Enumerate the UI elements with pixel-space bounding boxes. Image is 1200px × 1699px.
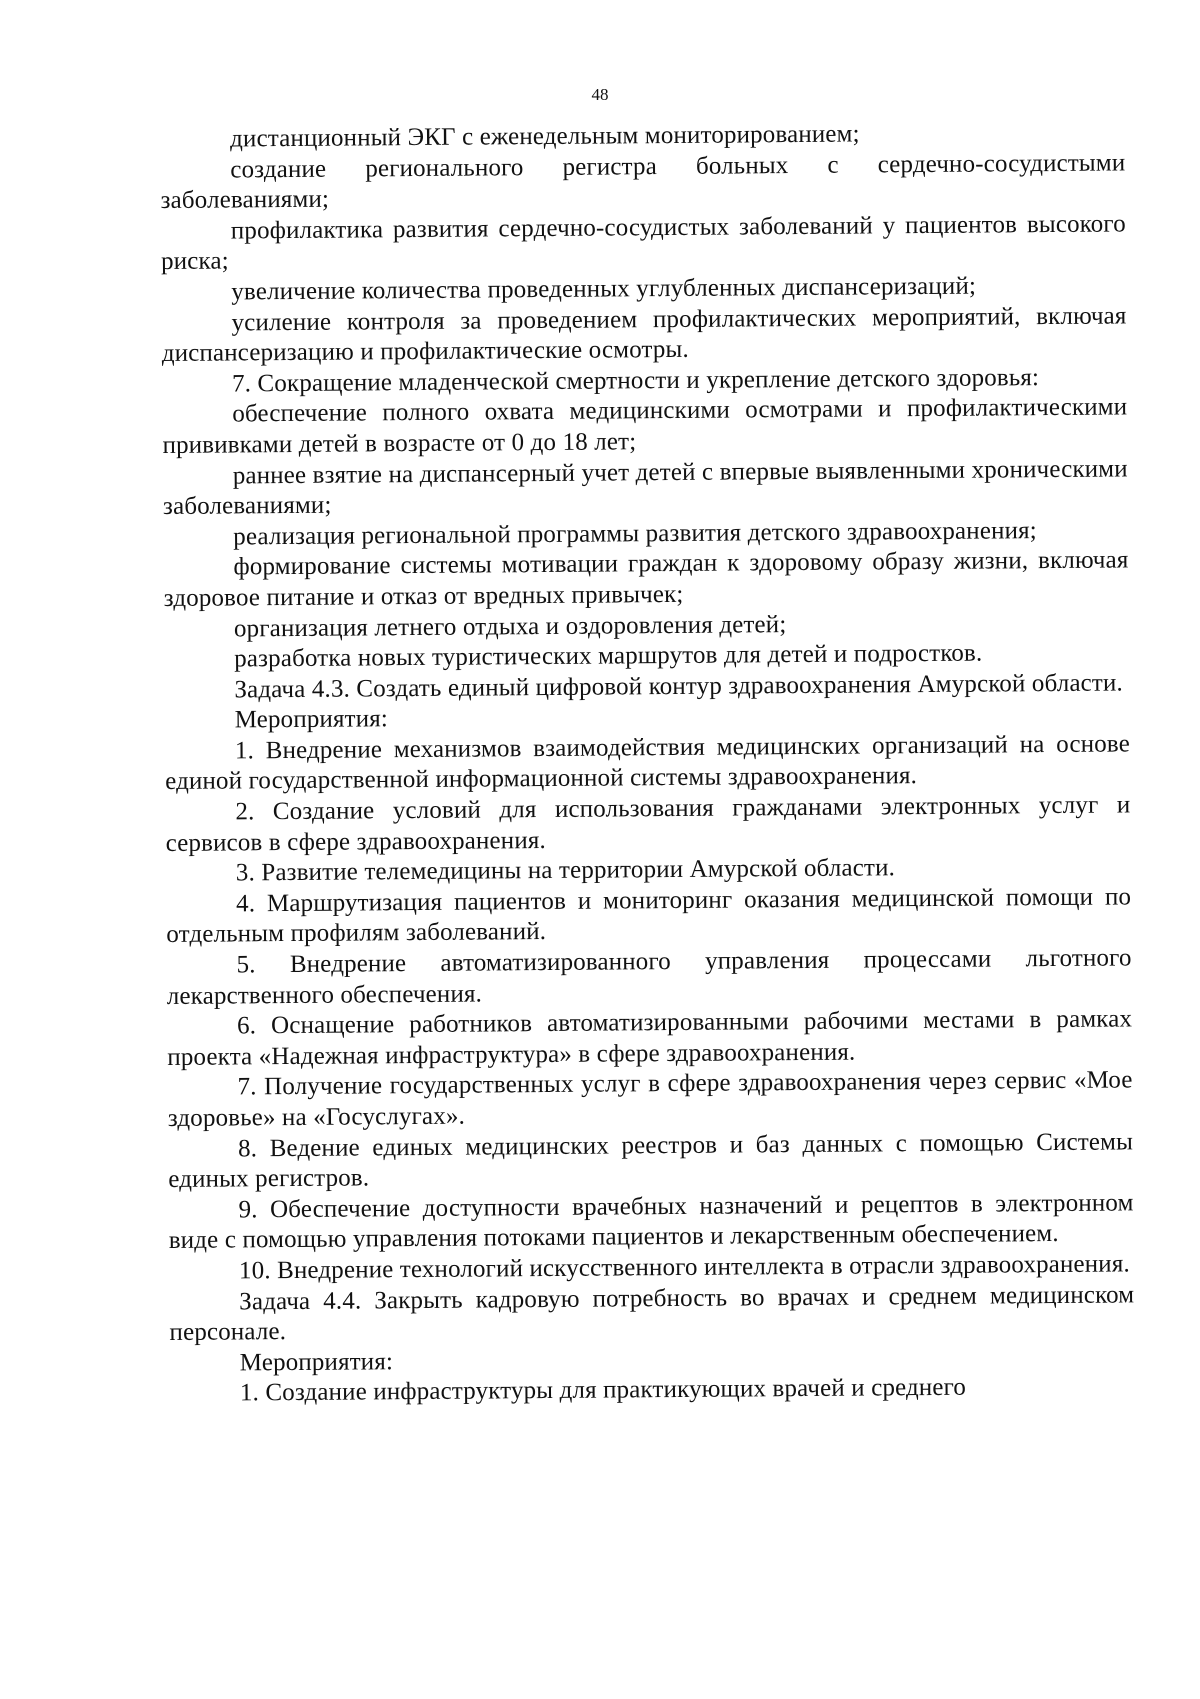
list-item-1-interaction: 1. Внедрение механизмов взаимодействия медицинских организаций на основе единой государственной информационной системы здравоохранения. <box>165 730 1130 796</box>
paragraph-task-4-4: Задача 4.4. Закрыть кадровую потребность во врачах и среднем медицинском персонале. <box>169 1280 1135 1347</box>
list-item-4-routing: 4. Маршрутизация пациентов и мониторинг оказания медицинской помощи по отдельным профилям заболеваний. <box>166 883 1132 949</box>
paragraph-regional-program: реализация региональной программы развития детского здравоохранения; <box>233 516 1037 551</box>
paragraph-measures-heading-2: Мероприятия: <box>239 1347 394 1377</box>
list-item-10-ai: 10. Внедрение технологий искусственного интеллекта в отрасли здравоохранения. <box>238 1250 1130 1285</box>
list-item-2-electronic-services: 2. Создание условий для использования гражданами электронных услуг и сервисов в сфере здравоохранения. <box>165 791 1131 857</box>
list-item-8-registries: 8. Ведение единых медицинских реестров и баз данных с помощью Системы единых регистров. <box>168 1127 1134 1194</box>
list-item-9-prescriptions: 9. Обеспечение доступности врачебных назначений и рецептов в электронном виде с помощью управления потоками пациентов и лекарственным обеспечением. <box>168 1189 1134 1255</box>
paragraph-tourist-routes: разработка новых туристических маршрутов для детей и подростков. <box>234 639 983 673</box>
list-item-6-workstations: 6. Оснащение работников автоматизированными рабочими местами в рамках проекта «Надежная инфраструктура» в сфере здравоохранения. <box>167 1005 1133 1071</box>
paragraph-task-4-3: Задача 4.3. Создать единый цифровой контур здравоохранения Амурской области. <box>234 669 1123 704</box>
paragraph-control-prevention: усиление контроля за проведением профилактических мероприятий, включая диспансеризацию и профилактические осмотры. <box>161 301 1127 368</box>
paragraph-ecg-monitoring: дистанционный ЭКГ с еженедельным мониторированием; <box>230 120 860 153</box>
list-item-1-infrastructure: 1. Создание инфраструктуры для практикующих врачей и среднего <box>239 1374 967 1407</box>
page-number: 48 <box>591 85 609 104</box>
paragraph-child-exams: обеспечение полного охвата медицинскими осмотрами и профилактическими прививками детей в возрасте от 0 до 18 лет; <box>162 393 1128 459</box>
paragraph-cardio-prevention: профилактика развития сердечно-сосудистых заболеваний у пациентов высокого риска; <box>160 210 1126 276</box>
paragraph-child-registration: раннее взятие на диспансерный учет детей с впервые выявленными хроническими заболеваниями; <box>162 454 1128 521</box>
paragraph-cardio-register: создание регионального регистра больных с сердечно-сосудистыми заболеваниями; <box>160 149 1126 215</box>
paragraph-healthy-lifestyle: формирование системы мотивации граждан к здоровому образу жизни, включая здоровое питание и отказ от вредных привычек; <box>163 546 1129 612</box>
list-item-7-gosuslugi: 7. Получение государственных услуг в сфере здравоохранения через сервис «Мое здоровье» на «Госуслугах». <box>167 1066 1133 1132</box>
paragraph-summer-rest: организация летнего отдыха и оздоровления детей; <box>233 610 787 642</box>
paragraph-measures-heading-1: Мероприятия: <box>234 705 389 734</box>
paragraph-dispensary-increase: увеличение количества проведенных углубленных диспансеризаций; <box>231 272 977 306</box>
list-item-3-telemedicine: 3. Развитие телемедицины на территории Амурской области. <box>235 854 896 887</box>
paragraph-infant-mortality: 7. Сокращение младенческой смертности и укрепление детского здоровья: <box>231 363 1040 398</box>
document-body <box>160 117 1135 1409</box>
list-item-5-drug-provision: 5. Внедрение автоматизированного управления процессами льготного лекарственного обеспечения. <box>166 944 1132 1010</box>
